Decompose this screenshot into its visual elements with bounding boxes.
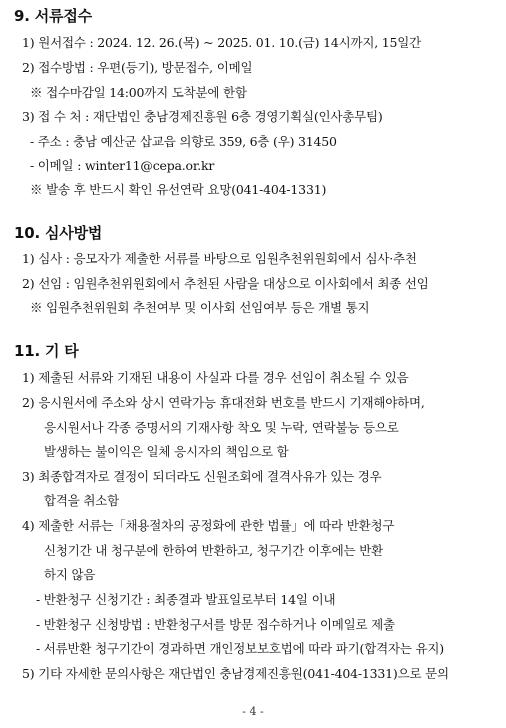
s10-note: ※ 임원추천위원회 추천여부 및 이사회 선임여부 등은 개별 통지 — [30, 300, 370, 315]
s9-item-3: 3) 접 수 처 : 재단법인 충남경제진흥원 6층 경영기획실(인사총무팀) — [22, 109, 383, 124]
s11-item-4-line-2: 신청기간 내 청구분에 한하여 반환하고, 청구기간 이후에는 반환 — [44, 543, 383, 558]
s9-item-2: 2) 접수방법 : 우편(등기), 방문접수, 이메일 — [22, 60, 253, 75]
s9-item-1: 1) 원서접수 : 2024. 12. 26.(목) ~ 2025. 01. 10.(금) 14시까지, 15일간 — [22, 35, 422, 50]
s11-return-expiry: - 서류반환 청구기간이 경과하면 개인정보보호법에 따라 파기(합격자는 유지) — [36, 641, 444, 656]
s9-note-phone: ※ 발송 후 반드시 확인 유선연락 요망(041-404-1331) — [30, 182, 327, 197]
s11-item-4-line-1: 4) 제출한 서류는「채용절차의 공정화에 관한 법률」에 따라 반환청구 — [22, 518, 395, 533]
s11-item-5: 5) 기타 자세한 문의사항은 재단법인 충남경제진흥원(041-404-1331)으로 문의 — [22, 666, 449, 681]
s9-address: - 주소 : 충남 예산군 삽교읍 의향로 359, 6층 (우) 31450 — [30, 134, 337, 149]
s11-item-3-line-2: 합격을 취소함 — [44, 493, 120, 508]
s11-item-4-line-3: 하지 않음 — [44, 567, 96, 582]
s11-item-2-line-2: 응시원서나 각종 증명서의 기재사항 착오 및 누락, 연락불능 등으로 — [44, 420, 399, 435]
section-9-heading: 9. 서류접수 — [14, 7, 92, 25]
section-11-heading: 11. 기 타 — [14, 342, 79, 360]
s11-item-1: 1) 제출된 서류와 기재된 내용이 사실과 다를 경우 선임이 취소될 수 있음 — [22, 370, 409, 385]
s11-item-2-line-3: 발생하는 불이익은 일체 응시자의 책임으로 함 — [44, 444, 289, 459]
s9-email: - 이메일 : winter11@cepa.or.kr — [30, 158, 215, 173]
section-10-heading: 10. 심사방법 — [14, 224, 103, 242]
s11-return-method: - 반환청구 신청방법 : 반환청구서를 방문 접수하거나 이메일로 제출 — [36, 617, 395, 632]
s11-item-3-line-1: 3) 최종합격자로 결정이 되더라도 신원조회에 결격사유가 있는 경우 — [22, 469, 382, 484]
page-number: - 4 - — [242, 705, 264, 718]
s9-note-deadline: ※ 접수마감일 14:00까지 도착분에 한함 — [30, 85, 247, 100]
s10-item-1: 1) 심사 : 응모자가 제출한 서류를 바탕으로 임원추천위원회에서 심사·추천 — [22, 251, 417, 266]
s11-item-2-line-1: 2) 응시원서에 주소와 상시 연락가능 휴대전화 번호를 반드시 기재해야하며, — [22, 395, 425, 410]
s11-return-period: - 반환청구 신청기간 : 최종결과 발표일로부터 14일 이내 — [36, 592, 336, 607]
s10-item-2: 2) 선임 : 임원추천위원회에서 추천된 사람을 대상으로 이사회에서 최종 선임 — [22, 276, 429, 291]
